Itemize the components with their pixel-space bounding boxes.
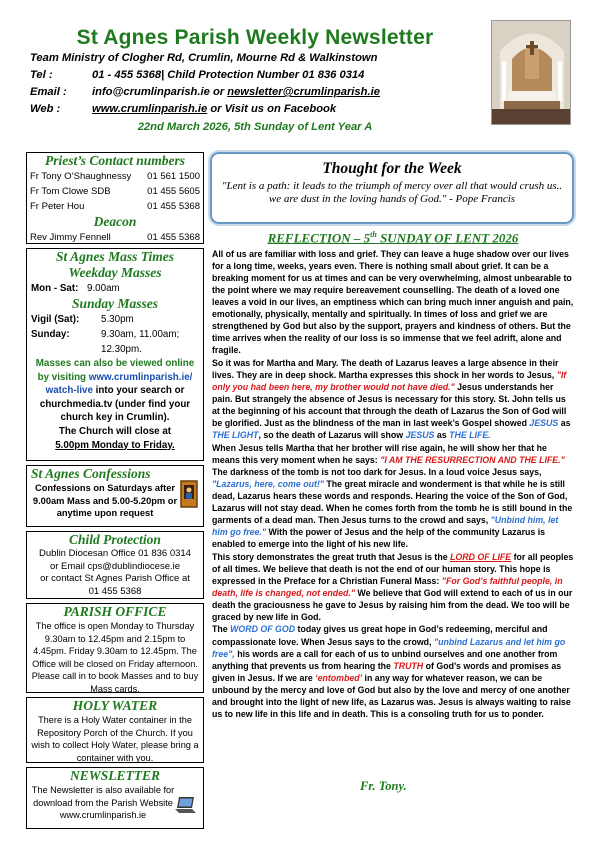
priest-name: Fr Tom Clowe SDB <box>30 186 111 197</box>
priest-phone: 01 561 1500 <box>147 171 200 182</box>
emphasis-run: LORD OF LIFE <box>450 551 512 562</box>
online-masses <box>27 357 203 425</box>
text-run: When Jesus tells Martha that her brother will rise again, he will show her that he means this very moment when he says: <box>212 442 547 465</box>
thought-for-week-box <box>210 152 574 224</box>
reflection-heading-sup: th <box>370 230 377 239</box>
quote-run: "I AM THE RESURRECTION AND THE LIFE." <box>380 454 565 465</box>
website-link[interactable]: www.crumlinparish.ie <box>92 103 208 115</box>
tel-value: 01 - 455 5368| Child Protection Number 01 836 0314 <box>92 69 365 81</box>
text-run: today gives us great hope in God’s redeeming, merciful and compassionate love. When Jesus says to the crowd, <box>212 624 548 647</box>
text-run: Jesus understands her pain. But strangely the absence of Jesus is necessary for this story. St. John tells us at the beginning of his account that through the death of Lazarus the Son of God will be glorified. Just as the blindness of the man in last week’s Gospel showed <box>212 382 567 429</box>
newsletter-heading: NEWSLETTER <box>69 768 161 783</box>
issue-date: 22nd March 2026, 5th Sunday of Lent Year A <box>137 121 373 133</box>
thought-title: Thought for the Week <box>322 160 462 177</box>
priest-phone: 01 455 5368 <box>147 201 200 212</box>
laptop-icon <box>175 794 197 816</box>
parish-office-contact-line: or contact St Agnes Parish Office at <box>40 573 190 584</box>
sunday-row <box>27 327 203 342</box>
priest-row <box>27 199 203 214</box>
tel-label: Tel : <box>30 69 53 81</box>
holy-water-heading: HOLY WATER <box>72 698 158 713</box>
reflection-heading-a: REFLECTION – 5 <box>267 230 371 246</box>
quote-run: "Unbind him, let him go free." <box>212 515 559 538</box>
vigil-label: Vigil (Sat): <box>31 314 80 325</box>
facebook-text: or Visit us on Facebook <box>207 103 337 115</box>
reflection-paragraph <box>212 623 574 719</box>
reflection-body <box>212 248 574 720</box>
parish-office-phone: 01 455 5368 <box>88 585 142 597</box>
church-closing-hours: 5.00pm Monday to Friday. <box>55 439 175 451</box>
sunday-label: Sunday: <box>31 329 70 340</box>
priest-row <box>27 169 203 184</box>
email-info[interactable]: info@crumlinparish.ie <box>92 86 210 98</box>
reflection-heading-b: SUNDAY OF LENT 2026 <box>376 230 519 246</box>
sunday-time: 9.30am, 11.00am; <box>101 329 180 340</box>
text-run: The <box>212 624 231 635</box>
mass-times-heading: St Agnes Mass Times <box>56 249 174 264</box>
emphasis-run: THE LIFE. <box>449 430 491 441</box>
holy-water-text: There is a Holy Water container in the Repository Porch of the Church. If you wish to collect Holy Water, please bring a container with you. <box>31 715 199 763</box>
parish-office-heading: PARISH OFFICE <box>63 604 167 619</box>
web-line <box>30 101 480 118</box>
churchmedia-link[interactable]: churchmedia.tv <box>39 398 113 410</box>
priest-name: Fr Peter Hou <box>30 201 85 212</box>
parish-office-text: The office is open Monday to Thursday 9.30am to 12.45pm and 2.15pm to 4.45pm. Friday 9.30am to 12.45pm. The Office will be closed on Friday afternoon. Please call in to book Masses and to buy Mass cards. <box>31 621 199 694</box>
online-text: Masses can also be viewed online by visiting <box>35 358 195 383</box>
child-protection-box <box>26 531 204 599</box>
mass-times-box <box>26 248 204 461</box>
text-run: as <box>434 430 450 441</box>
vigil-row <box>27 312 203 327</box>
text-run: With the power of Jesus and the help of the community Lazarus is enabled to emerge into the light of his new life. <box>212 527 546 550</box>
emphasis-run: ‘entombed’ <box>315 672 363 683</box>
emphasis-run: TRUTH <box>393 660 424 671</box>
emphasis-run: THE LIGHT <box>212 430 259 441</box>
deacon-name: Rev Jimmy Fennell <box>30 232 111 243</box>
priest-row <box>27 184 203 199</box>
emphasis-run: JESUS <box>529 418 559 429</box>
text-run: We believe that God will extend to each of us in our death the graciousness he gave to Jesus by raising him from the dead. We too will be graced by new life in God. <box>212 587 573 622</box>
email-newsletter[interactable]: newsletter@crumlinparish.ie <box>227 86 380 98</box>
watch-live-link[interactable]: www.crumlinparish.ie/ watch-live <box>45 371 193 396</box>
tel-line <box>30 67 480 84</box>
vigil-time: 5.30pm <box>101 314 134 325</box>
deacon-row <box>27 230 203 245</box>
priest-contacts-heading: Priest’s Contact numbers <box>44 153 186 168</box>
priest-contacts-box <box>26 152 204 244</box>
email-line <box>30 84 480 101</box>
confessions-heading: St Agnes Confessions <box>31 466 151 481</box>
text-run: in any way for whatever reason, we can be unbound by the mercy and love of God but also by the love and mercy of one another and brought into the light of new life, as Lazarus was. Jesus is always waiting to raise us to new life in this life and in death. This is a consoling truth for us to ponder. <box>212 672 571 719</box>
quote-run: "For God’s faithful people, in death, life is changed, not ended." <box>212 575 563 598</box>
emphasis-run: JESUS <box>405 430 435 441</box>
confessional-icon <box>180 480 198 508</box>
priest-name: Fr Tony O’Shaughnessy <box>30 171 132 182</box>
reflection-paragraph <box>212 442 574 550</box>
newsletter-box <box>26 767 204 829</box>
text-run: , so the death of Lazarus will show <box>258 430 406 441</box>
masthead <box>30 26 480 133</box>
text-run: So it was for Martha and Mary. The death of Lazarus leaves a large absence in their lives. They are in deep shock. Martha expresses this shock in her words to Jesus, <box>212 357 559 380</box>
parish-office-box <box>26 603 204 693</box>
reflection-paragraph <box>212 357 574 441</box>
reflection-heading <box>212 230 574 246</box>
newsletter-title: St Agnes Parish Weekly Newsletter <box>76 26 434 49</box>
cps-email-line[interactable]: or Email cps@dublindiocese.ie <box>49 560 181 572</box>
email-label: Email : <box>30 86 67 98</box>
confessions-box <box>26 465 204 527</box>
holy-water-box <box>26 697 204 763</box>
team-line: Team Ministry of Clogher Rd, Crumlin, Mourne Rd & Walkinstown <box>30 52 378 64</box>
reflection-paragraph <box>212 551 574 623</box>
text-run: This story demonstrates the great truth that Jesus is the <box>212 551 451 562</box>
church-interior-photo <box>491 20 571 125</box>
altar-image-icon <box>492 21 571 125</box>
weekday-row <box>27 281 203 296</box>
text-run: of God’s words and promises as given in Jesus. If we are <box>212 660 562 683</box>
weekday-heading: Weekday Masses <box>68 265 162 280</box>
online-text-2: into your search or <box>92 385 185 396</box>
child-protection-heading: Child Protection <box>69 532 161 547</box>
text-run: The great miracle and wonderment is that while he is still dead, Lazarus hears these words and responds. Hearing the voice of the Son of God, Lazarus will not stay dead. When he comes forth from the tomb he is still bound in the garments of a dead man. Then Jesus turns to the crowd and says, <box>212 478 573 526</box>
deacon-heading: Deacon <box>93 214 137 229</box>
deacon-phone: 01 455 5368 <box>147 232 200 243</box>
thought-quote: "Lent is a path: it leads to the triumph of mercy over all that would crush us.. we are dust in the loving hands of God." - Pope Francis <box>221 180 563 205</box>
reflection-paragraph: All of us are familiar with loss and grief. They can leave a huge shadow over our lives for a long time, weeks, years even. There is nothing small about grief. It can be a breaking moment for us at times and can be very overwhelming, almost unbearable to the point where we may require bereavement counselling. The death of a loved one leaves a void in our lives, an emptiness which can bring much inner anguish and pain, emotionally, physically, mentally and spiritually. In times of loss and grief we are strengthened by God but also by the support, prayers and kindness of others. But the time arrives when the reality of our loss is so immense that we feel adrift, alone and fragile. <box>212 249 574 356</box>
web-label: Web : <box>30 103 61 115</box>
text-run: as <box>558 418 571 429</box>
weekday-time: 9.00am <box>87 283 120 294</box>
diocesan-office-line: Dublin Diocesan Office 01 836 0314 <box>39 548 191 559</box>
online-text-3: (under find your church key in Crumlin). <box>60 398 191 423</box>
text-run: his words are a call for each of us to unbind ourselves and one another from anything that prevents us from hearing the <box>212 648 558 671</box>
emphasis-run: WORD OF GOD <box>230 624 296 635</box>
weekday-label: Mon - Sat: <box>31 283 79 294</box>
newsletter-text: The Newsletter is also available for download from the Parish Website www.crumlinparish.ie <box>31 785 175 821</box>
quote-run: "unbind Lazarus and let him go free", <box>212 636 566 659</box>
email-or: or <box>209 86 228 98</box>
sunday-row-2: 12.30pm. <box>101 344 142 355</box>
quote-run: "If only you had been here, my brother would not have died." <box>212 369 567 393</box>
sunday-heading: Sunday Masses <box>72 296 158 311</box>
signature: Fr. Tony. <box>360 779 407 793</box>
text-run: for all peoples of all times. We believe that death is not the end of our human story. This hope is expressed in the Preface for a Christian Funeral Mass: <box>212 551 574 586</box>
text-run: The darkness of the tomb is not too dark for Jesus. In a loud voice Jesus says, <box>212 466 542 477</box>
church-closing: The Church will close at <box>58 425 172 437</box>
quote-run: "Lazarus, here, come out!" <box>212 478 324 489</box>
priest-phone: 01 455 5605 <box>147 186 200 197</box>
confessions-text: Confessions on Saturdays after 9.00am Mass and 5.00-5.20pm or anytime upon request <box>32 483 178 518</box>
